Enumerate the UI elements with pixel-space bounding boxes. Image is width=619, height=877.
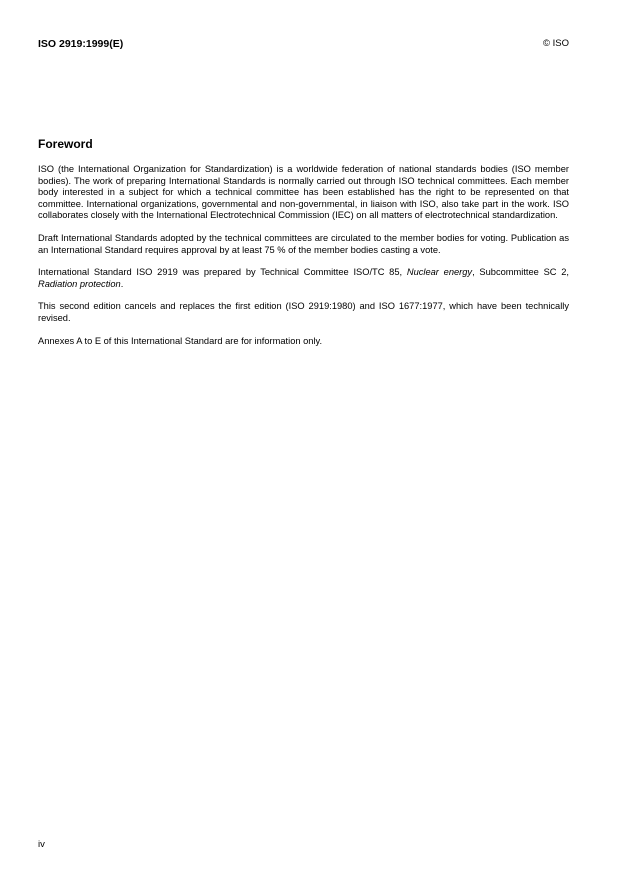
paragraph-prepared-by: [38, 267, 569, 290]
foreword-body: [38, 164, 569, 358]
committee-name: Nuclear energy: [406, 267, 473, 278]
paragraph-draft-standards: Draft International Standards adopted by the technical committees are circulated to the member bodies for voting. Publication as an International Standard requires approval by at least 75 % of the member bodies casting a vote.: [38, 232, 569, 255]
page-number: iv: [38, 839, 45, 850]
paragraph-annexes: Annexes A to E of this International Standard are for information only.: [38, 335, 323, 346]
copyright-notice: © ISO: [542, 38, 569, 49]
prepared-by-text-3: .: [120, 278, 124, 289]
paragraph-iso-description: ISO (the International Organization for Standardization) is a worldwide federation of national standards bodies (ISO member bodies). The work of preparing International Standards is normally carried out through ISO technical committees. Each member body interested in a subject for which a technical committee has been established has the right to be represented on that committee. International organizations, governmental and non-governmental, in liaison with ISO, also take part in the work. ISO collaborates closely with the International Electrotechnical Commission (IEC) on all matters of electrotechnical standardization.: [38, 164, 569, 221]
page-title: Foreword: [38, 137, 93, 151]
document-id: ISO 2919:1999(E): [38, 38, 124, 50]
paragraph-edition-note: This second edition cancels and replaces the first edition (ISO 2919:1980) and ISO 1677:1977, which have been technically revised.: [38, 301, 569, 323]
prepared-by-text-2: , Subcommittee SC 2,: [472, 267, 569, 278]
subcommittee-name: Radiation protection: [38, 278, 121, 289]
prepared-by-text-1: International Standard ISO 2919 was prepared by Technical Committee ISO/TC 85,: [38, 267, 407, 278]
